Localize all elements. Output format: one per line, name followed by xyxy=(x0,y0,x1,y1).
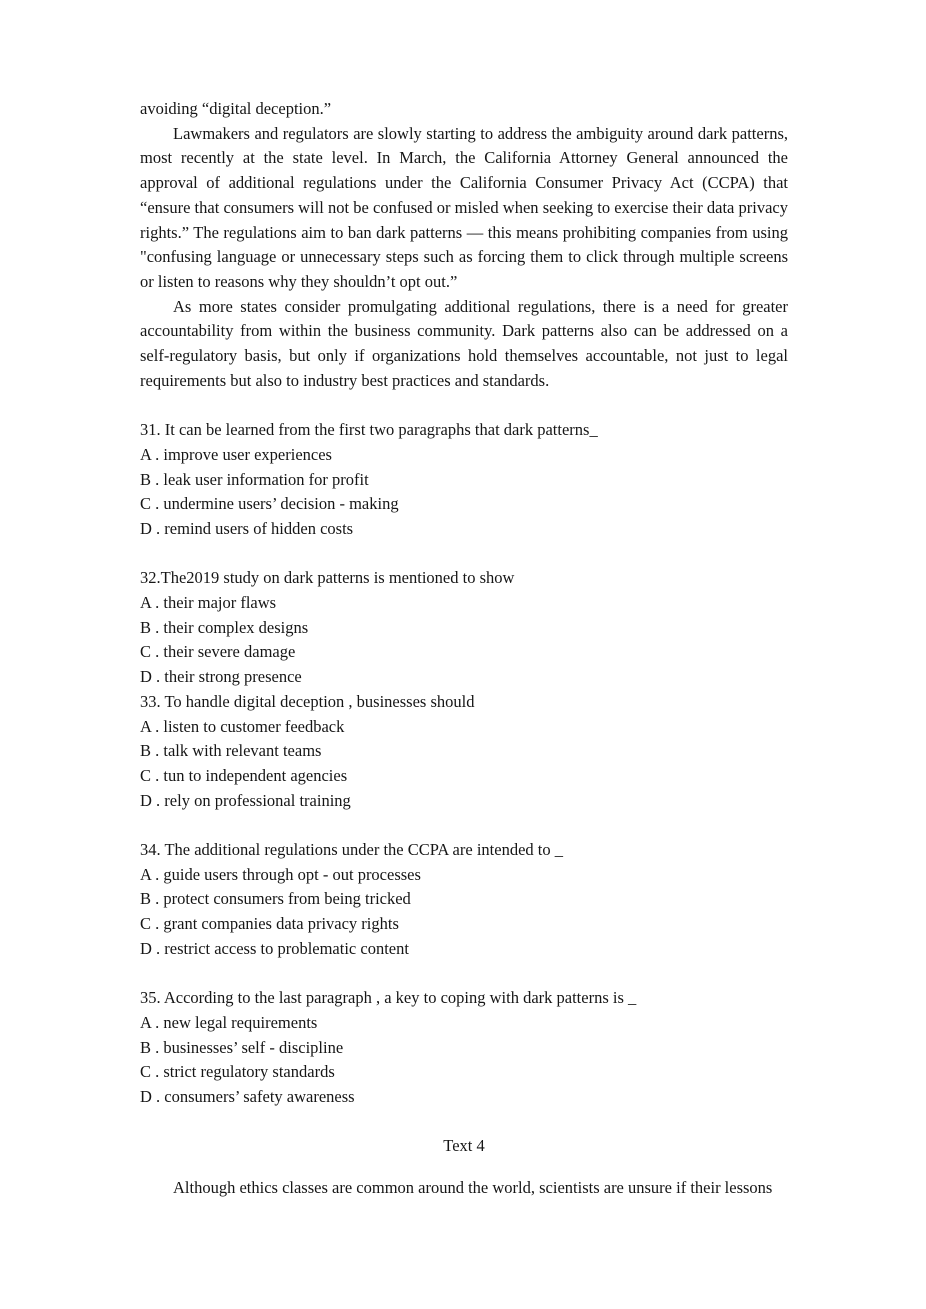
answer-option: B . talk with relevant teams xyxy=(140,741,322,761)
question-stem: 32.The2019 study on dark patterns is mentioned to show xyxy=(140,568,515,588)
passage-paragraph: As more states consider promulgating additional regulations, there is a need for greater accountability from within the business community. Dark patterns also can be addressed on a self-regulatory basis, but only if organizations hold themselves accountable, not just to legal requirements but also to industry best practices and standards. xyxy=(140,296,788,390)
answer-option: D . rely on professional training xyxy=(140,790,351,810)
answer-option: D . consumers’ safety awareness xyxy=(140,1087,355,1107)
question-stem: 34. The additional regulations under the CCPA are intended to _ xyxy=(140,840,563,860)
answer-option: D . remind users of hidden costs xyxy=(140,518,354,538)
answer-option: D . their strong presence xyxy=(140,667,302,687)
answer-option: C . grant companies data privacy rights xyxy=(140,914,399,934)
passage-paragraph: avoiding “digital deception.” xyxy=(140,99,332,118)
answer-option: C . their severe damage xyxy=(140,642,296,662)
answer-option: B . protect consumers from being tricked xyxy=(140,889,411,909)
answer-option: C . tun to independent agencies xyxy=(140,765,348,785)
answer-option: B . their complex designs xyxy=(140,617,309,637)
answer-option: C . undermine users’ decision - making xyxy=(140,494,399,514)
question-stem: 31. It can be learned from the first two paragraphs that dark patterns_ xyxy=(140,420,598,440)
answer-option: A . their major flaws xyxy=(140,593,277,613)
question-block xyxy=(140,986,788,1110)
answer-option: B . businesses’ self - discipline xyxy=(140,1037,344,1057)
answer-option: D . restrict access to problematic content xyxy=(140,938,409,958)
question-block xyxy=(140,418,788,542)
reading-passage xyxy=(140,97,788,393)
answer-option: A . improve user experiences xyxy=(140,444,332,464)
answer-option: C . strict regulatory standards xyxy=(140,1062,335,1082)
section-heading-text4: Text 4 xyxy=(443,1136,485,1156)
question-stem: 33. To handle digital deception , businesses should xyxy=(140,691,475,711)
text4-opening-paragraph: Although ethics classes are common around the world, scientists are unsure if their lessons xyxy=(173,1177,773,1197)
question-block xyxy=(140,566,788,690)
questions-section xyxy=(140,418,788,1110)
question-stem: 35. According to the last paragraph , a key to coping with dark patterns is _ xyxy=(140,988,637,1008)
answer-option: A . listen to customer feedback xyxy=(140,716,345,736)
answer-option: B . leak user information for profit xyxy=(140,469,369,489)
question-block xyxy=(140,690,788,814)
answer-option: A . new legal requirements xyxy=(140,1012,318,1032)
answer-option: A . guide users through opt - out processes xyxy=(140,864,421,884)
passage-paragraph: Lawmakers and regulators are slowly starting to address the ambiguity around dark patterns, most recently at the state level. In March, the California Attorney General announced the approval of additional regulations under the California Consumer Privacy Act (CCPA) that “ensure that consumers will not be confused or misled when seeking to exercise their data privacy rights.” The regulations aim to ban dark patterns — this means prohibiting companies from using "confusing language or unnecessary steps such as forcing them to click through multiple screens or listen to reasons why they shouldn’t opt out.” xyxy=(140,123,788,291)
question-block xyxy=(140,838,788,962)
